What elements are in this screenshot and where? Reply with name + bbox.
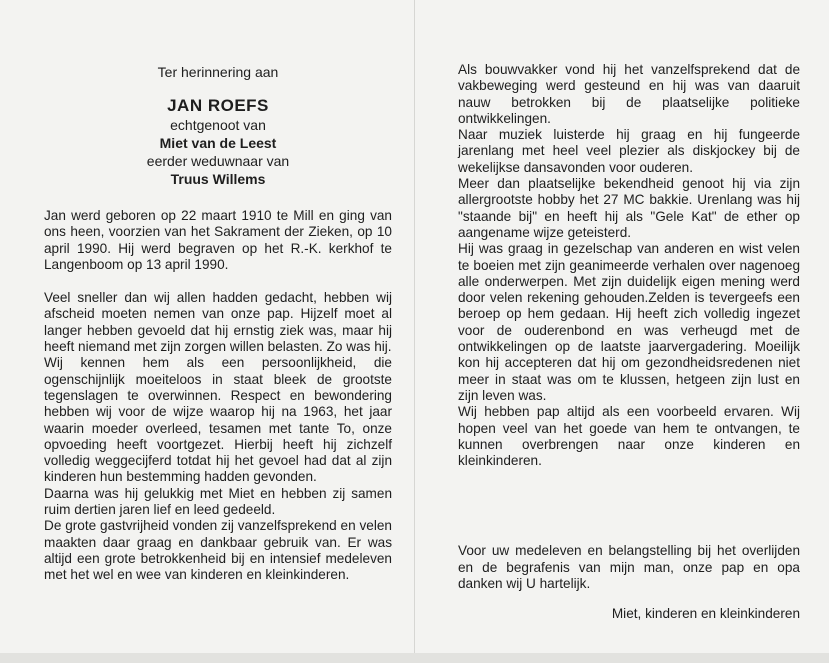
social-paragraph: Hij was graag in gezelschap van anderen en wist velen te boeien met zijn geanimeerde verhalen over nagenoeg alle onderwerpen. Met zijn duidelijk eigen mening werd door velen rekening gehouden.Zelden is tevergeefs een beroep op hem gedaan. Hij heeft zich volledig ingezet voor de ouderenbond en was verheugd met de ontwikkelingen op de laatste jaarvergadering. Moeilijk kon hij accepteren dat hij om gezondheidsredenen niet meer in staat was om te klussen, hetgeen zijn lust en zijn leven was.	[458, 241, 800, 403]
right-page	[458, 62, 800, 623]
work-paragraph: Als bouwvakker vond hij het vanzelfsprekend dat de vakbeweging werd gesteund en hij was van daaruit nauw betrokken bij de plaatselijke politieke ontwikkelingen.	[458, 62, 800, 126]
deceased-name: JAN ROEFS	[167, 96, 269, 115]
music-paragraph: Naar muziek luisterde hij graag en hij fungeerde jarenlang met heel veel plezier als diskjockey bij de wekelijkse dansavonden voor ouderen.	[458, 127, 800, 175]
late-wife-name: Truus Willems	[170, 171, 266, 187]
hospitality-paragraph: De grote gastvrijheid vonden zij vanzelfsprekend en velen maakten daar graag en dankbaar gebruik van. Er was altijd een grote betrokkenheid bij en intensief medeleven met het wel en wee van kinderen en kleinkinderen.	[44, 518, 392, 583]
memorial-header	[44, 62, 392, 188]
left-page	[44, 62, 392, 584]
signature: Miet, kinderen en kleinkinderen	[611, 606, 800, 622]
birth-death-paragraph: Jan werd geboren op 22 maart 1910 te Mill en ging van ons heen, voorzien van het Sakrament der Zieken, op 10 april 1990. Hij werd begraven op het R.-K. kerkhof te Langenboom op 13 april 1990.	[44, 208, 392, 272]
thanks-paragraph: Voor uw medeleven en belangstelling bij het overlijden en de begrafenis van mijn man, onze pap en opa danken wij U hartelijk.	[458, 543, 800, 592]
marriage-paragraph: Daarna was hij gelukkig met Miet en hebben zij samen ruim dertien jaren lief en leed gedeeld.	[44, 485, 392, 518]
intro-text: Ter herinnering aan	[157, 64, 279, 80]
relation-spouse: echtgenoot van	[170, 117, 266, 133]
personality-paragraph: Wij kennen hem als een persoonlijkheid, die ogenschijnlijk moeiteloos in staat bleek de grootste tegenslagen te overwinnen. Respect en bewondering hebben wij voor de wijze waarop hij na 1963, het jaar waarin moeder overleed, tesamen met tante To, onze opvoeding heeft voortgezet. Hierbij heeft hij zichzelf volledig weggecijferd totdat hij het gevoel had dat al zijn kinderen hun bestemming hadden gevonden.	[44, 355, 392, 485]
spouse-name: Miet van de Leest	[159, 135, 277, 151]
farewell-paragraph: Veel sneller dan wij allen hadden gedacht, hebben wij afscheid moeten nemen van onze pap. Hijzelf moet al langer hebben gevoeld dat hij ernstig ziek was, maar hij heeft niemand met zijn zorgen willen belasten. Zo was hij.	[44, 290, 392, 355]
hobby-paragraph: Meer dan plaatselijke bekendheid genoot hij via zijn allergrootste hobby het 27 MC bakkie. Urenlang was hij "staande bij" en heeft hij als "Gele Kat" de ether op aangename wijze geteisterd.	[458, 176, 800, 240]
example-paragraph: Wij hebben pap altijd als een voorbeeld ervaren. Wij hopen veel van het goede van hem te ontvangen, te kunnen overbrengen naar onze kinderen en kleinkinderen.	[458, 404, 800, 469]
card-bottom-edge	[0, 653, 829, 663]
relation-widower: eerder weduwnaar van	[146, 153, 290, 169]
center-fold	[414, 0, 415, 663]
